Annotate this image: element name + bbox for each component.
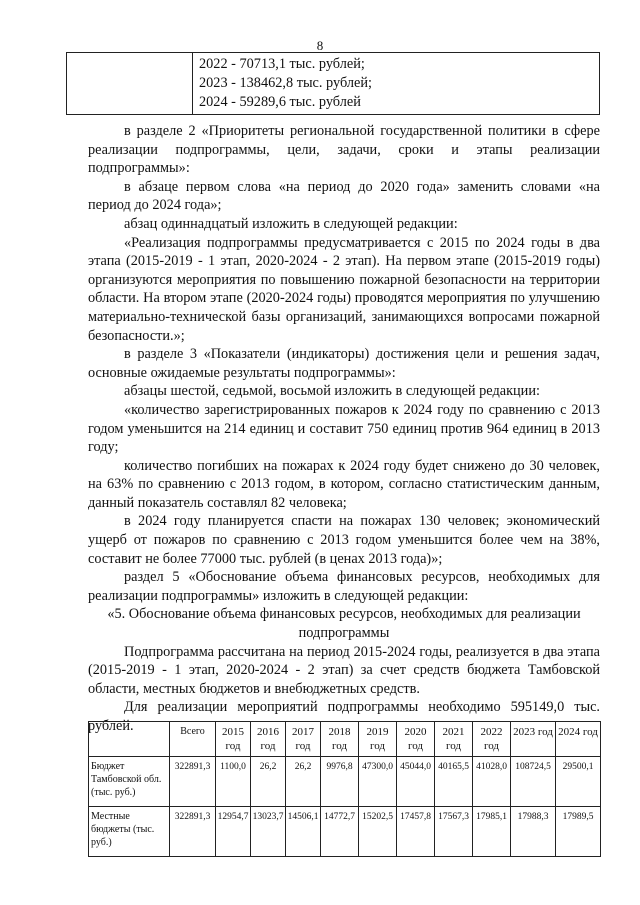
row-value: 17989,5	[556, 807, 601, 857]
row-value: 9976,8	[321, 757, 359, 807]
budget-line-2024: 2024 - 59289,6 тыс. рублей	[199, 94, 361, 110]
paragraph: количество погибших на пожарах к 2024 году будет снижено до 30 человек, на 63% по сравнению с 2013 годом, в котором, согласно статистическим данным, данный показатель составлял 82 человека;	[88, 457, 600, 511]
paragraph: Для реализации мероприятий подпрограммы необходимо 595149,0 тыс. рублей.	[88, 699, 600, 734]
header-year: 2023 год	[511, 722, 556, 757]
document-body	[88, 122, 600, 736]
header-year: 2021 год	[435, 722, 473, 757]
paragraph: абзацы шестой, седьмой, восьмой изложить в следующей редакции:	[124, 383, 540, 400]
row-value: 13023,7	[251, 807, 286, 857]
empty-cell	[67, 53, 193, 115]
table-header-row	[89, 722, 601, 757]
paragraph: Подпрограмма рассчитана на период 2015-2024 годы, реализуется в два этапа (2015-2019 - 1 этап, 2020-2024 - 2 этап) за счет средств бюджета Тамбовской области, местных бюджетов и внебюджетных средств.	[88, 643, 600, 697]
section-heading: «5. Обоснование объема финансовых ресурсов, необходимых для реализации подпрограммы	[107, 606, 581, 642]
table-row-regional-budget	[89, 757, 601, 807]
row-value: 26,2	[251, 757, 286, 807]
row-value: 17988,3	[511, 807, 556, 857]
row-value: 14772,7	[321, 807, 359, 857]
row-value: 45044,0	[397, 757, 435, 807]
row-label: Местные бюджеты (тыс. руб.)	[89, 807, 170, 857]
table-row-local-budgets	[89, 807, 601, 857]
row-value: 108724,5	[511, 757, 556, 807]
row-value: 29500,1	[556, 757, 601, 807]
header-empty-cell	[89, 722, 170, 757]
row-value: 1100,0	[216, 757, 251, 807]
budget-continuation-table	[66, 52, 600, 115]
row-total: 322891,3	[170, 757, 216, 807]
header-year: 2019 год	[359, 722, 397, 757]
row-value: 14506,1	[286, 807, 321, 857]
paragraph: в разделе 2 «Приоритеты региональной государственной политики в сфере реализации подпрограммы, цели, задачи, сроки и этапы реализации подпрограммы»:	[88, 123, 600, 177]
paragraph: раздел 5 «Обоснование объема финансовых ресурсов, необходимых для реализации подпрограммы» изложить в следующей редакции:	[88, 569, 600, 604]
budget-years-cell	[193, 53, 600, 115]
row-value: 26,2	[286, 757, 321, 807]
row-value: 41028,0	[473, 757, 511, 807]
row-value: 17985,1	[473, 807, 511, 857]
budget-line-2022: 2022 - 70713,1 тыс. рублей;	[199, 56, 365, 72]
header-total: Всего	[170, 722, 216, 757]
paragraph: абзац одиннадцатый изложить в следующей редакции:	[124, 215, 458, 232]
row-value: 17457,8	[397, 807, 435, 857]
header-year: 2018 год	[321, 722, 359, 757]
paragraph: «Реализация подпрограммы предусматривается с 2015 по 2024 годы в два этапа (2015-2019 - 1 этап, 2020-2024 - 2 этап). На первом этапе (2015-2019 годы) организуются мероприятия по повышению пожарной безопасности на территории области. На втором этапе (2020-2024 годы) проводятся мероприятия по улучшению материально-технической базы организаций, занимающихся вопросами пожарной безопасности.»;	[88, 234, 600, 344]
paragraph: «количество зарегистрированных пожаров к 2024 году по сравнению с 2013 годом уменьшится на 214 единиц и составит 750 единиц против 964 единиц в 2013 году;	[88, 401, 600, 456]
financing-table	[88, 721, 601, 857]
header-year: 2016 год	[251, 722, 286, 757]
row-total: 322891,3	[170, 807, 216, 857]
row-value: 17567,3	[435, 807, 473, 857]
header-year: 2015 год	[216, 722, 251, 757]
header-year: 2024 год	[556, 722, 601, 757]
header-year: 2020 год	[397, 722, 435, 757]
row-value: 12954,7	[216, 807, 251, 857]
paragraph: в 2024 году планируется спасти на пожарах 130 человек; экономический ущерб от пожаров по сравнению с 2013 годом уменьшится более чем на 38%, составит не более 77000 тыс. рублей (в ценах 2013 года)»;	[88, 513, 600, 567]
header-year: 2022 год	[473, 722, 511, 757]
budget-line-2023: 2023 - 138462,8 тыс. рублей;	[199, 75, 372, 91]
paragraph: в абзаце первом слова «на период до 2020 года» заменить словами «на период до 2024 года»;	[88, 178, 600, 214]
row-value: 47300,0	[359, 757, 397, 807]
header-year: 2017 год	[286, 722, 321, 757]
paragraph: в разделе 3 «Показатели (индикаторы) достижения цели и решения задач, основные ожидаемые результаты подпрограммы»:	[88, 346, 600, 381]
page-number: 8	[316, 38, 324, 53]
row-value: 15202,5	[359, 807, 397, 857]
row-label: Бюджет Тамбовской обл. (тыс. руб.)	[89, 757, 170, 807]
row-value: 40165,5	[435, 757, 473, 807]
